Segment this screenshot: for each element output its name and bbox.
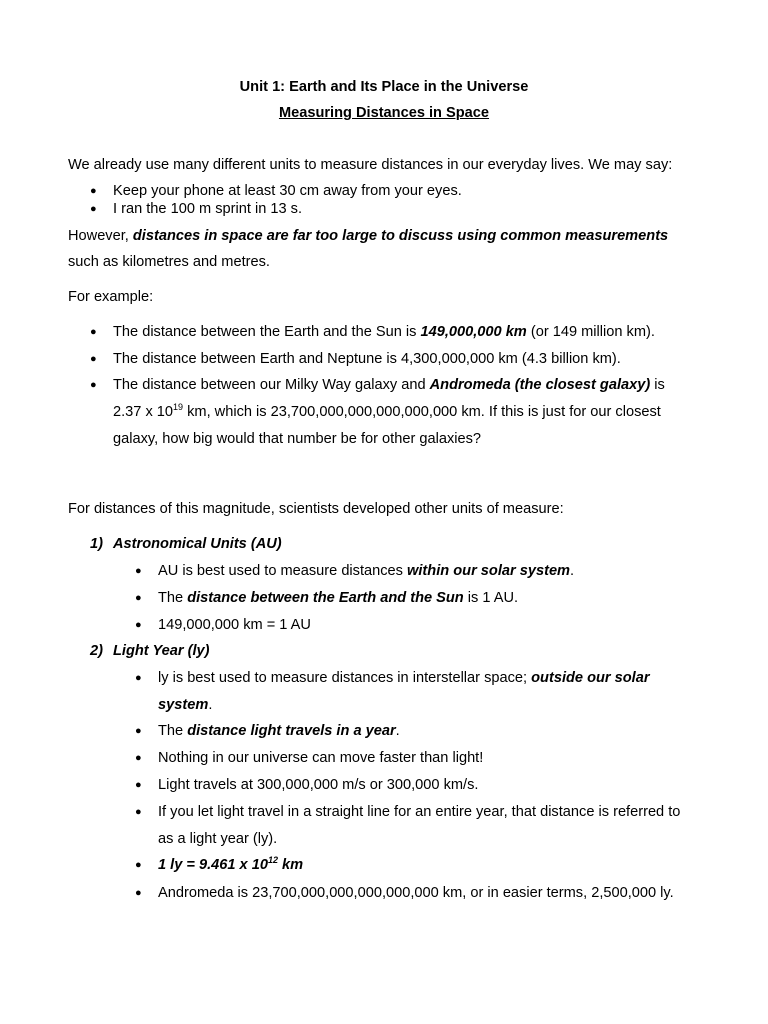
bullet-dot: ● xyxy=(90,379,97,391)
bullet-dot: ● xyxy=(135,859,142,871)
au-number: 1) xyxy=(90,536,103,552)
example-bullet-1 xyxy=(113,323,655,341)
bullet-dot: ● xyxy=(135,806,142,818)
au-bullet-2 xyxy=(158,589,518,607)
ly-bullet-5-line-1: If you let light travel in a straight line for an entire year, that distance is referred to xyxy=(158,804,681,820)
ly-bullet-2 xyxy=(158,722,400,740)
ly-number: 2) xyxy=(90,643,103,659)
ly-b2-post: . xyxy=(395,723,400,739)
ly-b2-pre: The xyxy=(158,723,188,739)
au-b2-emph: distance between the Earth and the Sun xyxy=(187,590,464,606)
intro-text: We already use many different units to measure distances in our everyday lives. We may say: xyxy=(68,157,673,173)
ly-heading: Light Year (ly) xyxy=(113,643,210,659)
ly-bullet-4: Light travels at 300,000,000 m/s or 300,000 km/s. xyxy=(158,777,479,793)
au-b1-post: . xyxy=(570,563,575,579)
bullet-dot: ● xyxy=(135,672,142,684)
ly-b1-post: . xyxy=(208,697,213,713)
ly-b2-emph: distance light travels in a year xyxy=(187,723,396,739)
ly-bullet-6 xyxy=(158,856,303,874)
ly-b6-base: 1 ly = 9.461 x 10 xyxy=(158,857,268,873)
bullet-dot: ● xyxy=(135,779,142,791)
ly-bullet-1-line-2 xyxy=(158,696,212,714)
example-b3-emph: Andromeda (the closest galaxy) xyxy=(429,377,651,393)
bullet-dot: ● xyxy=(90,185,97,197)
bullet-dot: ● xyxy=(135,725,142,737)
ly-b6-exponent: 12 xyxy=(267,855,278,865)
ly-b6-unit: km xyxy=(277,857,304,873)
ly-b1-emph-1: outside our solar xyxy=(531,670,650,686)
however-lead: However, xyxy=(68,228,133,244)
example-b3-rest: km, which is 23,700,000,000,000,000,000 km. If this is just for our closest xyxy=(183,404,661,420)
however-line-1 xyxy=(68,227,668,245)
bullet-dot: ● xyxy=(135,619,142,631)
bullet-dot: ● xyxy=(90,353,97,365)
example-b1-pre: The distance between the Earth and the Sun is xyxy=(113,324,421,340)
example-b3-exponent: 19 xyxy=(173,402,184,412)
ly-bullet-7: Andromeda is 23,700,000,000,000,000,000 km, or in easier terms, 2,500,000 ly. xyxy=(158,885,674,901)
example-b1-emph: 149,000,000 km xyxy=(420,324,527,340)
au-b2-post: is 1 AU. xyxy=(463,590,519,606)
example-bullet-3-line-3: galaxy, how big would that number be for other galaxies? xyxy=(113,431,482,447)
au-b1-emph: within our solar system xyxy=(407,563,571,579)
ly-bullet-1-line-1 xyxy=(158,669,650,687)
au-bullet-3: 149,000,000 km = 1 AU xyxy=(158,617,311,633)
bullet-dot: ● xyxy=(135,592,142,604)
example-label: For example: xyxy=(68,289,154,305)
example-bullet-3-line-1 xyxy=(113,376,665,394)
example-b1-post: (or 149 million km). xyxy=(526,324,655,340)
ly-bullet-5-line-2: as a light year (ly). xyxy=(158,831,278,847)
however-line-2: such as kilometres and metres. xyxy=(68,254,270,270)
bullet-dot: ● xyxy=(90,326,97,338)
ly-bullet-3: Nothing in our universe can move faster than light! xyxy=(158,750,484,766)
bullet-dot: ● xyxy=(135,752,142,764)
bullet-dot: ● xyxy=(90,203,97,215)
example-b3-pre: The distance between our Milky Way galaxy and xyxy=(113,377,430,393)
example-b3-base: 2.37 x 10 xyxy=(113,404,174,420)
au-b2-pre: The xyxy=(158,590,188,606)
example-bullet-2: The distance between Earth and Neptune is 4,300,000,000 km (4.3 billion km). xyxy=(113,351,621,367)
au-bullet-1 xyxy=(158,562,574,580)
bullet-dot: ● xyxy=(135,565,142,577)
ly-b1-emph-2: system xyxy=(158,697,209,713)
example-bullet-3-line-2 xyxy=(113,403,661,421)
intro-bullet-2: I ran the 100 m sprint in 13 s. xyxy=(113,201,303,217)
example-b3-post: is xyxy=(650,377,665,393)
however-emphasis: distances in space are far too large to discuss using common measurements xyxy=(132,228,669,244)
intro-bullet-1: Keep your phone at least 30 cm away from your eyes. xyxy=(113,183,462,199)
page-subtitle: Measuring Distances in Space xyxy=(278,105,490,121)
magnitude-text: For distances of this magnitude, scientists developed other units of measure: xyxy=(68,501,564,517)
bullet-dot: ● xyxy=(135,887,142,899)
unit-title: Unit 1: Earth and Its Place in the Universe xyxy=(239,79,529,95)
au-b1-pre: AU is best used to measure distances xyxy=(158,563,408,579)
au-heading: Astronomical Units (AU) xyxy=(113,536,282,552)
ly-b1-pre: ly is best used to measure distances in interstellar space; xyxy=(158,670,532,686)
